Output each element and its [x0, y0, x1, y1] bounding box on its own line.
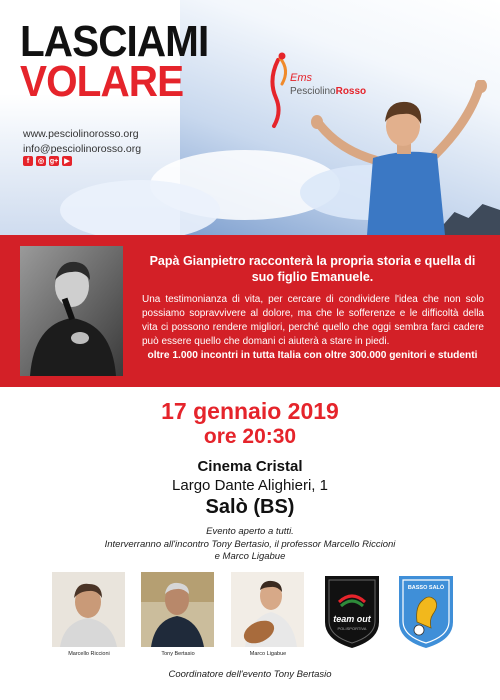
social-icons: [23, 156, 72, 166]
coordinator-note: Coordinatore dell'evento Tony Bertasio: [168, 669, 332, 680]
guests-line-1: Interverranno all'incontro Tony Bertasio, il professor Marcello Riccioni: [104, 539, 396, 550]
event-guests: [0, 539, 500, 563]
speaker-photo-riccioni: [52, 572, 125, 647]
team-out-label: team out: [333, 614, 371, 624]
logo-name-prefix: Pesciolino: [290, 86, 336, 97]
event-address: Largo Dante Alighieri, 1: [172, 477, 328, 494]
logo-ems-text: Ems: [290, 72, 312, 84]
event-time: ore 20:30: [203, 425, 297, 448]
facebook-icon[interactable]: f: [23, 156, 33, 166]
speaker-photo-bertasio: [141, 572, 214, 647]
logo-name-accent: Rosso: [335, 86, 367, 97]
youtube-icon[interactable]: ▶: [62, 156, 72, 166]
hero-section: [0, 0, 500, 235]
cloud: [60, 180, 220, 235]
event-city: Salò (BS): [205, 496, 295, 518]
speaker-name: Marcello Riccioni: [68, 651, 110, 657]
band-body-text: Una testimonianza di vita, per cercare di condividere l'idea che non solo possiamo sopravvivere al dolore, ma che le sofferenze e le difficoltà della vita ci possono rendere migliori, perché quello che oggi sembra farci cadere può essere quello che domani ci aiuterà a stare in piedi.: [142, 294, 484, 347]
title-line-1: LASCIAMI: [20, 17, 209, 66]
salo-label: BASSO SALÒ: [407, 585, 445, 591]
band-headline: Papà Gianpietro racconterà la propria storia e quella di suo figlio Emanuele.: [149, 254, 476, 284]
event-open-note: Evento aperto a tutti.: [206, 526, 294, 537]
gianpietro-portrait-photo: [20, 246, 123, 376]
poster-title: [20, 17, 225, 107]
team-out-badge: [321, 572, 383, 650]
event-date: 17 gennaio 2019: [161, 398, 339, 424]
guests-line-2: e Marco Ligabue: [214, 551, 286, 562]
website-link[interactable]: www.pesciolinorosso.org: [23, 128, 139, 140]
email-link[interactable]: info@pesciolinorosso.org: [23, 143, 142, 155]
speaker-name: Tony Bertasio: [161, 651, 195, 657]
title-line-2: VOLARE: [20, 57, 184, 107]
instagram-icon[interactable]: ◎: [37, 158, 45, 165]
band-footer-stat: oltre 1.000 incontri in tutta Italia con oltre 300.000 genitori e studenti: [147, 350, 478, 361]
basso-salo-badge: [395, 572, 457, 650]
logo-name: [290, 86, 366, 97]
google-plus-icon[interactable]: g+: [49, 157, 59, 165]
event-venue: Cinema Cristal: [197, 458, 303, 475]
team-out-sublabel: POLISPORTIVA: [337, 626, 367, 631]
contact-block: [23, 127, 141, 157]
speaker-name: Marco Ligabue: [249, 651, 287, 657]
speaker-photo-ligabue: [231, 572, 304, 647]
